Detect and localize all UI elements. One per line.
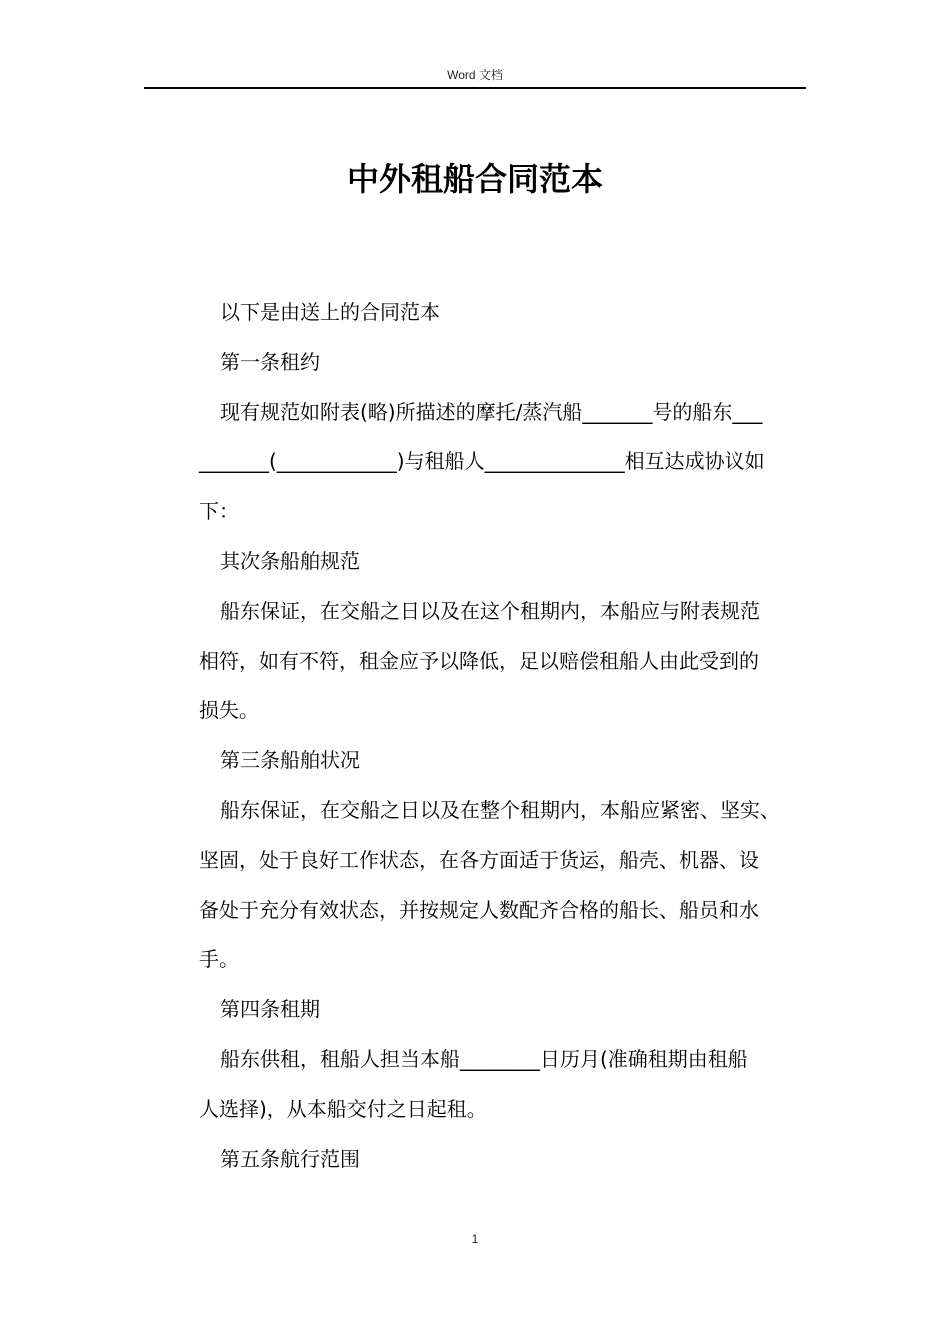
clause-3-text bbox=[178, 786, 813, 985]
text-line: 以下是由送上的合同范本 bbox=[220, 300, 440, 324]
header-rule bbox=[144, 87, 806, 89]
text-line: 相符，如有不符，租金应予以降低，足以赔偿租船人由此受到的 bbox=[199, 648, 759, 673]
text-line: 第四条租期 bbox=[220, 997, 320, 1022]
page-header: Word 文档 bbox=[447, 68, 503, 82]
text-line: 第五条航行范围 bbox=[220, 1146, 360, 1171]
clause-1-heading bbox=[178, 338, 813, 388]
clause-4-text bbox=[178, 1035, 813, 1135]
clause-3-heading bbox=[178, 736, 813, 786]
document-title: 中外租船合同范本 bbox=[346, 160, 603, 198]
text-line: 人选择)，从本船交付之日起租。 bbox=[199, 1096, 487, 1121]
text-line: 第三条船舶状况 bbox=[220, 748, 360, 773]
paragraph-intro bbox=[178, 288, 813, 338]
text-line: 损失。 bbox=[199, 698, 259, 723]
text-line: _______(____________)与租船人______________相互达成协议如 bbox=[199, 449, 765, 474]
text-line: 船东保证，在交船之日以及在这个租期内，本船应与附表规范 bbox=[220, 598, 760, 623]
page-number: 1 bbox=[471, 1232, 479, 1246]
clause-4-heading bbox=[178, 985, 813, 1035]
text-line: 船东供租，租船人担当本船________日历月(准确租期由租船 bbox=[220, 1046, 748, 1071]
text-line: 手。 bbox=[199, 947, 239, 972]
clause-5-heading bbox=[178, 1135, 813, 1185]
text-line: 船东保证，在交船之日以及在整个租期内，本船应紧密、坚实、 bbox=[220, 797, 780, 822]
text-line: 第一条租约 bbox=[220, 349, 320, 374]
text-line: 下： bbox=[199, 499, 239, 524]
document-body bbox=[178, 288, 813, 1184]
clause-2-text bbox=[178, 587, 813, 736]
text-line: 备处于充分有效状态，并按规定人数配齐合格的船长、船员和水 bbox=[199, 897, 759, 922]
clause-2-heading bbox=[178, 537, 813, 587]
text-line: 坚固，处于良好工作状态，在各方面适于货运，船壳、机器、设 bbox=[199, 847, 759, 872]
clause-1-text bbox=[178, 388, 813, 537]
text-line: 其次条船舶规范 bbox=[220, 548, 360, 573]
text-line: 现有规范如附表(略)所描述的摩托/蒸汽船_______号的船东___ bbox=[220, 399, 763, 424]
